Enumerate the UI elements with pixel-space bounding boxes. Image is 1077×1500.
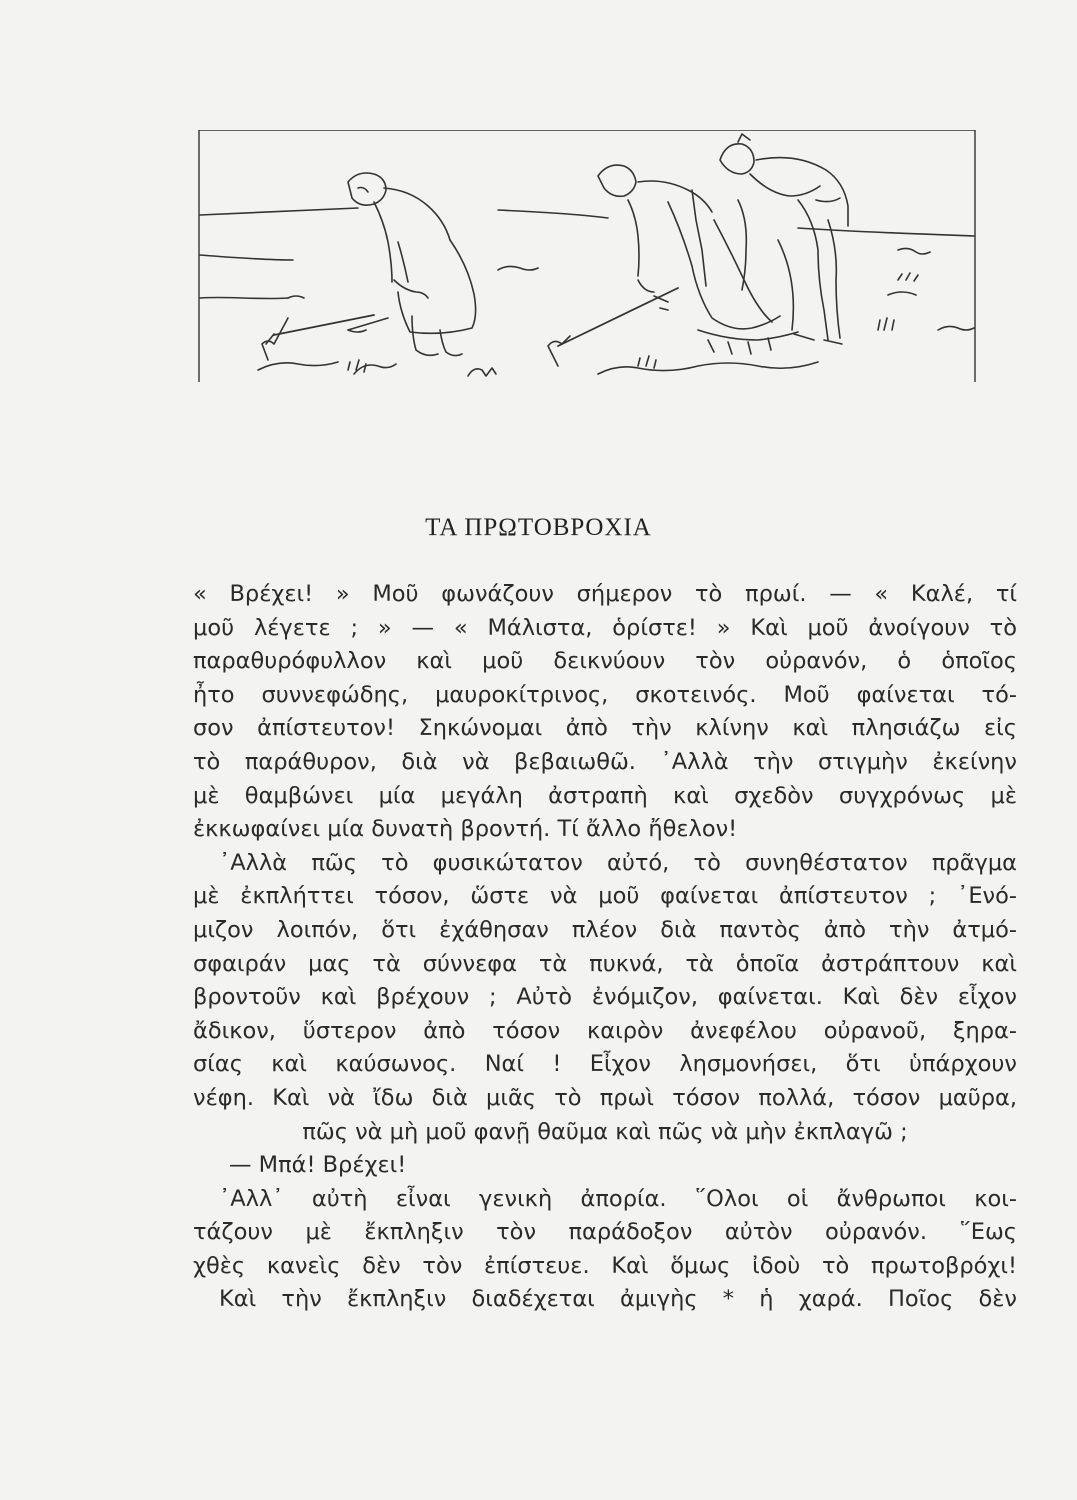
text-line: « Βρέχει! » Μοῦ φωνάζουν σήμερον τὸ πρωί. — « Καλέ, τί: [193, 581, 1017, 607]
text-line: μὲ θαμβώνει μία μεγάλη ἀστραπὴ καὶ σχεδὸν συγχρόνως μὲ: [193, 782, 1017, 809]
text-line: τάζουν μὲ ἔκπληξιν τὸν παράδοξον αὐτὸν οὐρανόν. ῞Εως: [193, 1219, 1017, 1246]
text-line: ᾿Αλλὰ πῶς τὸ φυσικώτατον αὐτό, τὸ συνηθέστατον πρᾶγμα: [219, 849, 1017, 876]
text-line: ᾿Αλλ᾿ αὐτὴ εἶναι γενικὴ ἀπορία. ῞Ολοι οἱ ἄνθρωποι κοι-: [219, 1185, 1017, 1212]
text-line: — Μπά! Βρέχει!: [229, 1152, 407, 1179]
text-line: πῶς νὰ μὴ μοῦ φανῇ θαῦμα καὶ πῶς νὰ μὴν ἐκπλαγῶ ;: [302, 1118, 908, 1145]
text-line: σον ἀπίστευτον! Σηκώνομαι ἀπὸ τὴν κλίνην καὶ πλησιάζω εἰς: [193, 715, 1017, 742]
text-line: μὲ ἐκπλήττει τόσον, ὥστε νὰ μοῦ φαίνεται ἀπίστευτον ; ᾿Ενό-: [193, 883, 1017, 910]
text-line: Καὶ τὴν ἔκπληξιν διαδέχεται ἀμιγὴς * ἡ χαρά. Ποῖος δὲν: [219, 1286, 1017, 1313]
text-line: βροντοῦν καὶ βρέχουν ; Αὐτὸ ἐνόμιζον, φαίνεται. Καὶ δὲν εἶχον: [193, 984, 1017, 1011]
text-line: νέφη. Καὶ νὰ ἴδω διὰ μιᾶς τὸ πρωὶ τόσον πολλά, τόσον μαῦρα,: [193, 1084, 1017, 1111]
text-line: χθὲς κανεὶς δὲν τὸν ἐπίστευε. Καὶ ὅμως ἰδοὺ τὸ πρωτοβρόχι!: [193, 1252, 1017, 1279]
text-line: παραθυρόφυλλον καὶ μοῦ δεικνύουν τὸν οὐρανόν, ὁ ὁποῖος: [193, 648, 1017, 675]
text-line: τὸ παράθυρον, διὰ νὰ βεβαιωθῶ. ᾿Αλλὰ τὴν στιγμὴν ἐκείνην: [193, 748, 1017, 775]
illustration-peasants-hoeing: [198, 130, 976, 382]
text-line: μιζον λοιπόν, ὅτι ἐχάθησαν πλέον διὰ παντὸς ἀπὸ τὴν ἀτμό-: [193, 916, 1017, 943]
chapter-title: ΤΑ ΠΡΩΤΟΒΡΟΧΙΑ: [425, 514, 652, 541]
text-line: ἄδικον, ὕστερον ἀπὸ τόσον καιρὸν ἀνεφέλου οὐρανοῦ, ξηρα-: [193, 1017, 1017, 1044]
body-text: [193, 578, 1017, 1317]
text-line: σφαιράν μας τὰ σύννεφα τὰ πυκνά, τὰ ὁποῖα ἀστράπτουν καὶ: [193, 950, 1017, 977]
text-line: σίας καὶ καύσωνος. Ναί ! Εἶχον λησμονήσει, ὅτι ὑπάρχουν: [193, 1051, 1017, 1078]
text-line: ἦτο συννεφώδης, μαυροκίτρινος, σκοτεινός. Μοῦ φαίνεται τό-: [193, 681, 1017, 708]
text-line: ἐκκωφαίνει μία δυνατὴ βροντή. Τί ἄλλο ἤθελον!: [193, 816, 738, 843]
text-line: μοῦ λέγετε ; » — « Μάλιστα, ὁρίστε! » Καὶ μοῦ ἀνοίγουν τὸ: [193, 614, 1017, 641]
